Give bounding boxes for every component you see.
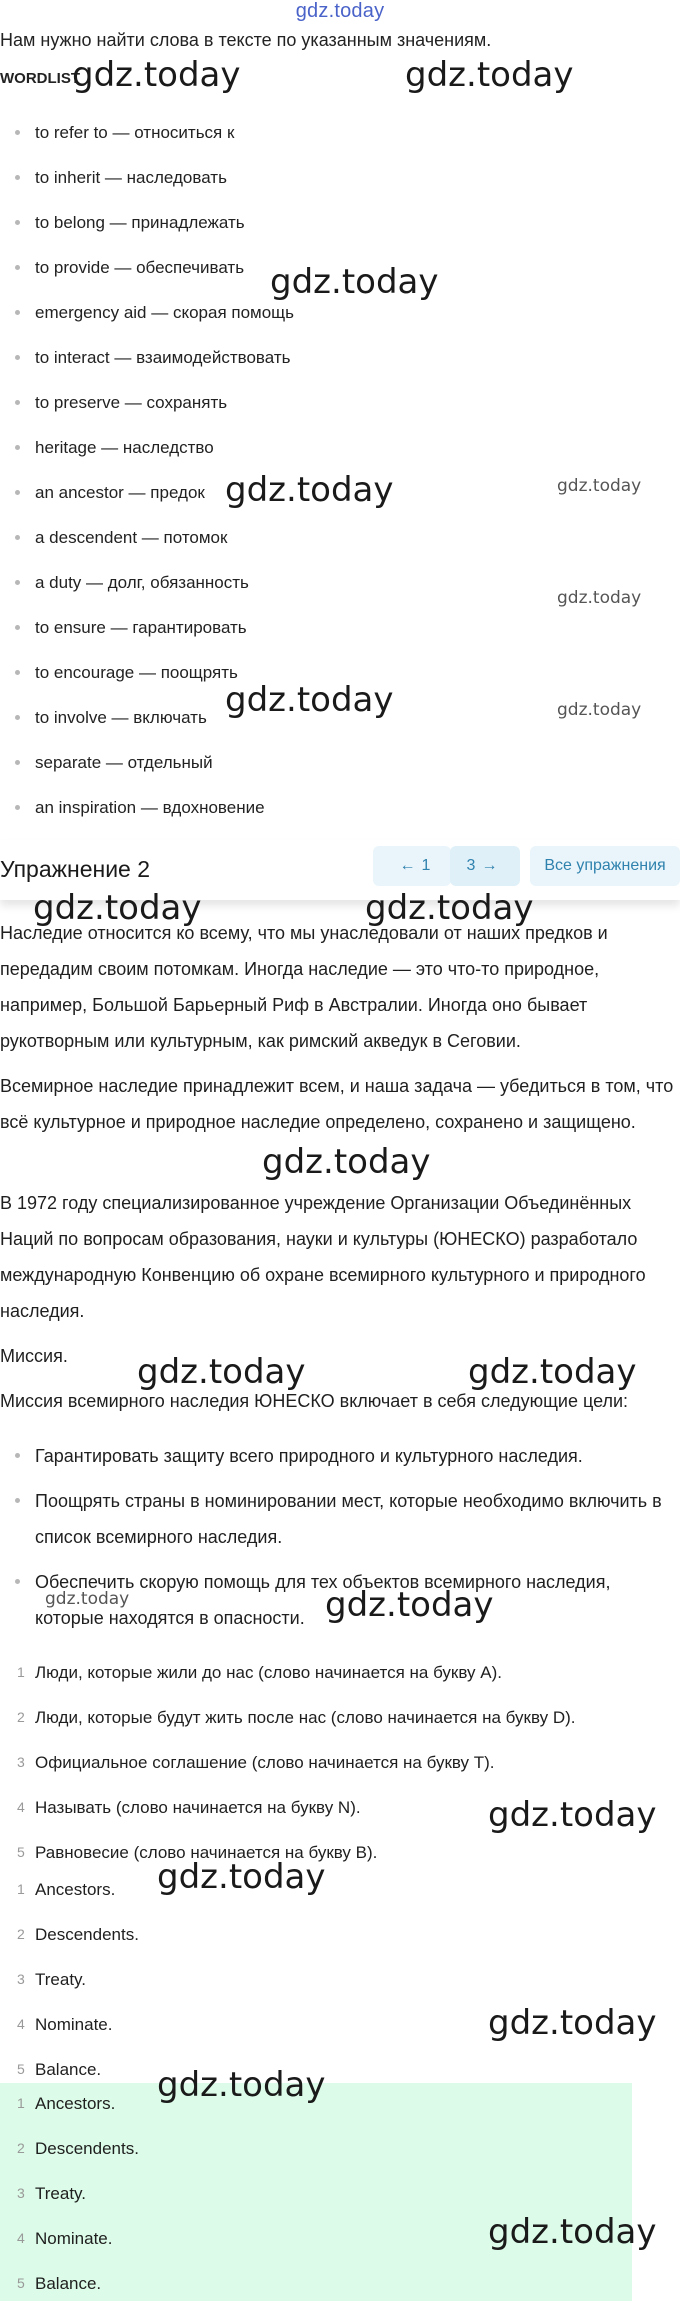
- watermark: gdz.today: [468, 1352, 637, 1392]
- watermark: gdz.today: [405, 55, 574, 95]
- exercise-title: Упражнение 2: [0, 856, 151, 882]
- watermark: gdz.today: [488, 1795, 657, 1835]
- bullet-icon: [15, 220, 20, 225]
- wordlist: [0, 110, 680, 830]
- bullet-icon: [15, 535, 20, 540]
- clue-item: 5 Равновесие (слово начинается на букву B).: [17, 1843, 378, 1862]
- bullet-icon: [15, 400, 20, 405]
- watermark: gdz.today: [137, 1352, 306, 1392]
- section-heading: Миссия.: [0, 1346, 68, 1366]
- wordlist-item: emergency aid — скорая помощь: [0, 290, 680, 335]
- text-paragraph: Наследие относится ко всему, что мы унаследовали от наших предков и передадим своим потомкам. Иногда наследие — это что-то природное, например, Большой Барьерный Риф в Австралии. Иногда оно бывает рукотворным или культурным, как римский акведук в Сеговии.: [0, 923, 608, 1051]
- bullet-icon: [15, 355, 20, 360]
- watermark: gdz.today: [557, 588, 642, 608]
- wordlist-item: a duty — долг, обязанность: [0, 560, 680, 605]
- wordlist-item: to provide — обеспечивать: [0, 245, 680, 290]
- watermark: gdz.today: [33, 888, 202, 928]
- bullet-icon: [15, 580, 20, 585]
- watermark: gdz.today: [325, 1585, 494, 1625]
- highlighted-answers-list: [0, 2081, 680, 2306]
- watermark: gdz.today: [72, 55, 241, 95]
- answer-item: 4 Nominate.: [17, 2015, 113, 2034]
- answers-list: [0, 1867, 680, 2092]
- watermark: gdz.today: [488, 2212, 657, 2252]
- bullet-icon: [15, 625, 20, 630]
- watermark: gdz.today: [225, 470, 394, 510]
- clue-item: 3 Официальное соглашение (слово начинается на букву T).: [17, 1753, 495, 1772]
- answer-item: 3 Treaty.: [17, 1970, 87, 1989]
- wordlist-item: to refer to — относиться к: [0, 110, 680, 155]
- bullet-icon: [15, 670, 20, 675]
- answer-item: 4 Nominate.: [17, 2229, 113, 2248]
- watermark: gdz.today: [157, 1857, 326, 1897]
- arrow-left-icon: ←: [399, 857, 416, 874]
- watermark: gdz.today: [488, 2003, 657, 2043]
- bullet-icon: [15, 715, 20, 720]
- bullet-icon: [15, 1453, 20, 1458]
- watermark: gdz.today: [270, 262, 439, 302]
- wordlist-item: to ensure — гарантировать: [0, 605, 680, 650]
- bullet-icon: [15, 175, 20, 180]
- prev-exercise-button[interactable]: ← 1: [373, 846, 451, 886]
- site-logo[interactable]: gdz.today: [295, 0, 385, 22]
- bullet-icon: [15, 265, 20, 270]
- wordlist-heading: WORDLIST: [0, 70, 80, 87]
- wordlist-item: an inspiration — вдохновение: [0, 785, 680, 830]
- watermark: gdz.today: [557, 700, 642, 720]
- all-exercises-button[interactable]: Все упражнения: [530, 846, 680, 886]
- answer-item: 2 Descendents.: [17, 2139, 139, 2158]
- wordlist-item: separate — отдельный: [0, 740, 680, 785]
- bullet-icon: [15, 1498, 20, 1503]
- watermark: gdz.today: [225, 680, 394, 720]
- bullet-icon: [15, 490, 20, 495]
- watermark: gdz.today: [262, 1142, 431, 1182]
- clue-item: 4 Называть (слово начинается на букву N).: [17, 1798, 361, 1817]
- clue-item: 1 Люди, которые жили до нас (слово начинается на букву A).: [17, 1663, 502, 1682]
- wordlist-item: to encourage — поощрять: [0, 650, 680, 695]
- bullet-icon: [15, 445, 20, 450]
- text-paragraph: Всемирное наследие принадлежит всем, и наша задача — убедиться в том, что всё культурное и природное наследие определено, сохранено и защищено.: [0, 1076, 674, 1132]
- wordlist-item: a descendent — потомок: [0, 515, 680, 560]
- clue-item: 2 Люди, которые будут жить после нас (слово начинается на букву D).: [17, 1708, 576, 1727]
- goal-item: Обеспечить скорую помощь для тех объектов всемирного наследия, которые находятся в опасности.: [0, 1564, 680, 1636]
- wordlist-item: to belong — принадлежать: [0, 200, 680, 245]
- answer-item: 3 Treaty.: [17, 2184, 87, 2203]
- answer-item: 1 Ancestors.: [17, 1880, 116, 1899]
- answer-item: 2 Descendents.: [17, 1925, 139, 1944]
- clues-list: [0, 1650, 680, 1875]
- task-instruction: Нам нужно найти слова в тексте по указанным значениям.: [0, 30, 492, 50]
- answer-item: 5 Balance.: [17, 2060, 102, 2079]
- next-exercise-button[interactable]: 3 →: [450, 846, 520, 886]
- arrow-right-icon: →: [481, 857, 498, 874]
- bullet-icon: [15, 760, 20, 765]
- wordlist-item: an ancestor — предок: [0, 470, 680, 515]
- bullet-icon: [15, 805, 20, 810]
- wordlist-item: to inherit — наследовать: [0, 155, 680, 200]
- bullet-icon: [15, 310, 20, 315]
- answer-item: 5 Balance.: [17, 2274, 102, 2293]
- wordlist-item: heritage — наследство: [0, 425, 680, 470]
- exercise-nav-bar: [0, 840, 680, 900]
- text-paragraph: В 1972 году специализированное учреждение Организации Объединённых Наций по вопросам образования, науки и культуры (ЮНЕСКО) разработало международную Конвенцию об охране всемирного культурного и природного наследия.: [0, 1193, 646, 1321]
- text-paragraph: Миссия всемирного наследия ЮНЕСКО включает в себя следующие цели:: [0, 1391, 629, 1411]
- wordlist-item: to interact — взаимодействовать: [0, 335, 680, 380]
- goal-item: Поощрять страны в номинировании мест, которые необходимо включить в список всемирного наследия.: [0, 1483, 680, 1555]
- bullet-icon: [15, 1579, 20, 1584]
- watermark: gdz.today: [157, 2065, 326, 2105]
- watermark: gdz.today: [365, 888, 534, 928]
- goal-item: Гарантировать защиту всего природного и культурного наследия.: [0, 1438, 680, 1474]
- wordlist-item: to involve — включать: [0, 695, 680, 740]
- wordlist-item: to preserve — сохранять: [0, 380, 680, 425]
- bullet-icon: [15, 130, 20, 135]
- answer-item: 1 Ancestors.: [17, 2094, 116, 2113]
- goals-list: [0, 1438, 680, 1636]
- watermark: gdz.today: [557, 476, 642, 496]
- watermark: gdz.today: [45, 1589, 130, 1609]
